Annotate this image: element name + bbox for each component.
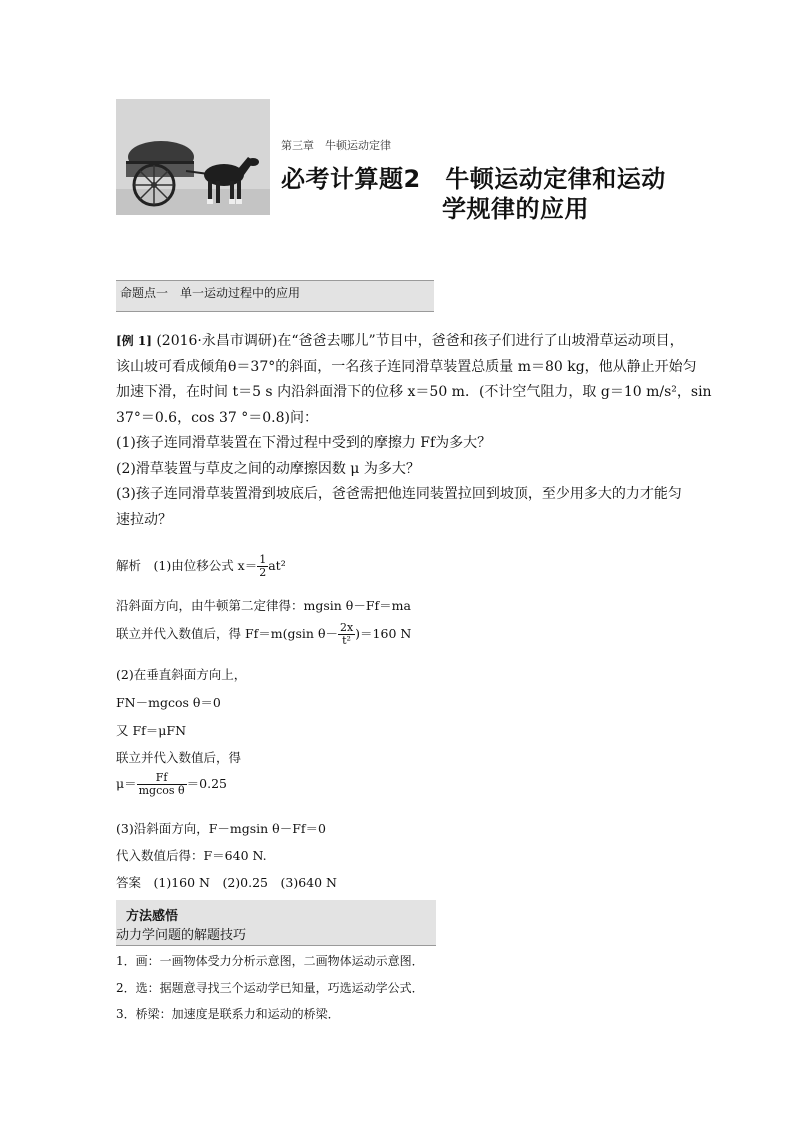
- solution-l1-suffix: at²: [268, 558, 286, 573]
- solution-line7: 联立并代入数值后，得: [116, 750, 242, 765]
- fraction-denominator: mgcos θ: [138, 784, 185, 797]
- solution-line6: 又 Ff＝μFN: [116, 723, 187, 738]
- tip-item: 1．画：一画物体受力分析示意图，二画物体运动示意图．: [116, 954, 424, 968]
- solution-line4: (2)在垂直斜面方向上，: [116, 667, 247, 682]
- fraction-mu: [137, 772, 187, 797]
- horse-cart-illustration: [116, 99, 270, 215]
- solution-l8-prefix: μ＝: [116, 776, 137, 791]
- fraction-2x-t2: [338, 622, 355, 647]
- solution-l3-suffix: )＝160 N: [355, 626, 412, 641]
- topic-label: 命题点一 单一运动过程中的应用: [120, 286, 301, 300]
- example-line4: 37°＝0.6，cos 37 °＝0.8)问：: [116, 409, 318, 426]
- solution-line2: 沿斜面方向，由牛顿第二定律得：mgsin θ－Ff＝ma: [116, 598, 411, 613]
- method-box: [116, 900, 436, 946]
- solution-line1: [116, 554, 286, 579]
- example-line3: 加速下滑，在时间 t＝5 s 内沿斜面滑下的位移 x＝50 m．(不计空气阻力，取 g＝10 m/s²，sin: [116, 384, 712, 400]
- solution-line10: 代入数值后得：F＝640 N.: [116, 848, 267, 863]
- example-line1: (2016·永昌市调研)在“爸爸去哪儿”节目中，爸爸和孩子们进行了山坡滑草运动项目，: [156, 333, 684, 349]
- fraction-half: [257, 554, 268, 579]
- fraction-denominator: t²: [342, 634, 351, 647]
- method-title: 方法感悟: [126, 909, 179, 924]
- question-1: (1)孩子连同滑草装置在下滑过程中受到的摩擦力 Ff为多大？: [116, 435, 492, 451]
- solution-line8: [116, 772, 227, 797]
- question-2: (2)滑草装置与草皮之间的动摩擦因数 μ 为多大？: [116, 460, 420, 477]
- chapter-label: 第三章 牛顿运动定律: [281, 139, 391, 152]
- example-problem: [116, 329, 712, 533]
- tip-item: 2．选：据题意寻找三个运动学已知量，巧选运动学公式．: [116, 981, 424, 995]
- solution-l3-prefix: 联立并代入数值后，得 Ff＝m(gsin θ－: [116, 626, 338, 641]
- question-3-line2: 速拉动？: [116, 511, 172, 528]
- solution-l8-suffix: ＝0.25: [186, 776, 227, 791]
- solution-line5: FN－mgcos θ＝0: [116, 695, 221, 710]
- question-3-line1: (3)孩子连同滑草装置滑到坡底后，爸爸需把他连同装置拉回到坡顶，至少用多大的力才能匀: [116, 486, 682, 502]
- method-subtitle: 动力学问题的解题技巧: [116, 928, 247, 943]
- page-title-line2: 学规律的应用: [442, 195, 589, 223]
- answer-line: 答案 (1)160 N (2)0.25 (3)640 N: [116, 875, 337, 890]
- fraction-numerator: 1: [259, 553, 267, 566]
- example-tag: [例 1]: [116, 334, 152, 348]
- page-title-line1: 必考计算题2 牛顿运动定律和运动: [281, 165, 666, 193]
- tip-item: 3．桥梁：加速度是联系力和运动的桥梁．: [116, 1007, 340, 1021]
- solution-line3: [116, 622, 411, 647]
- solution-line9: (3)沿斜面方向，F－mgsin θ－Ff＝0: [116, 821, 326, 836]
- fraction-numerator: 2x: [339, 621, 354, 634]
- topic-bar: [116, 280, 434, 312]
- solution-l1-prefix: 解析 (1)由位移公式 x＝: [116, 558, 258, 573]
- example-line2: 该山坡可看成倾角θ＝37°的斜面，一名孩子连同滑草装置总质量 m＝80 kg，他从静止开始匀: [116, 358, 697, 375]
- fraction-numerator: Ff: [137, 772, 187, 785]
- fraction-denominator: 2: [259, 566, 267, 579]
